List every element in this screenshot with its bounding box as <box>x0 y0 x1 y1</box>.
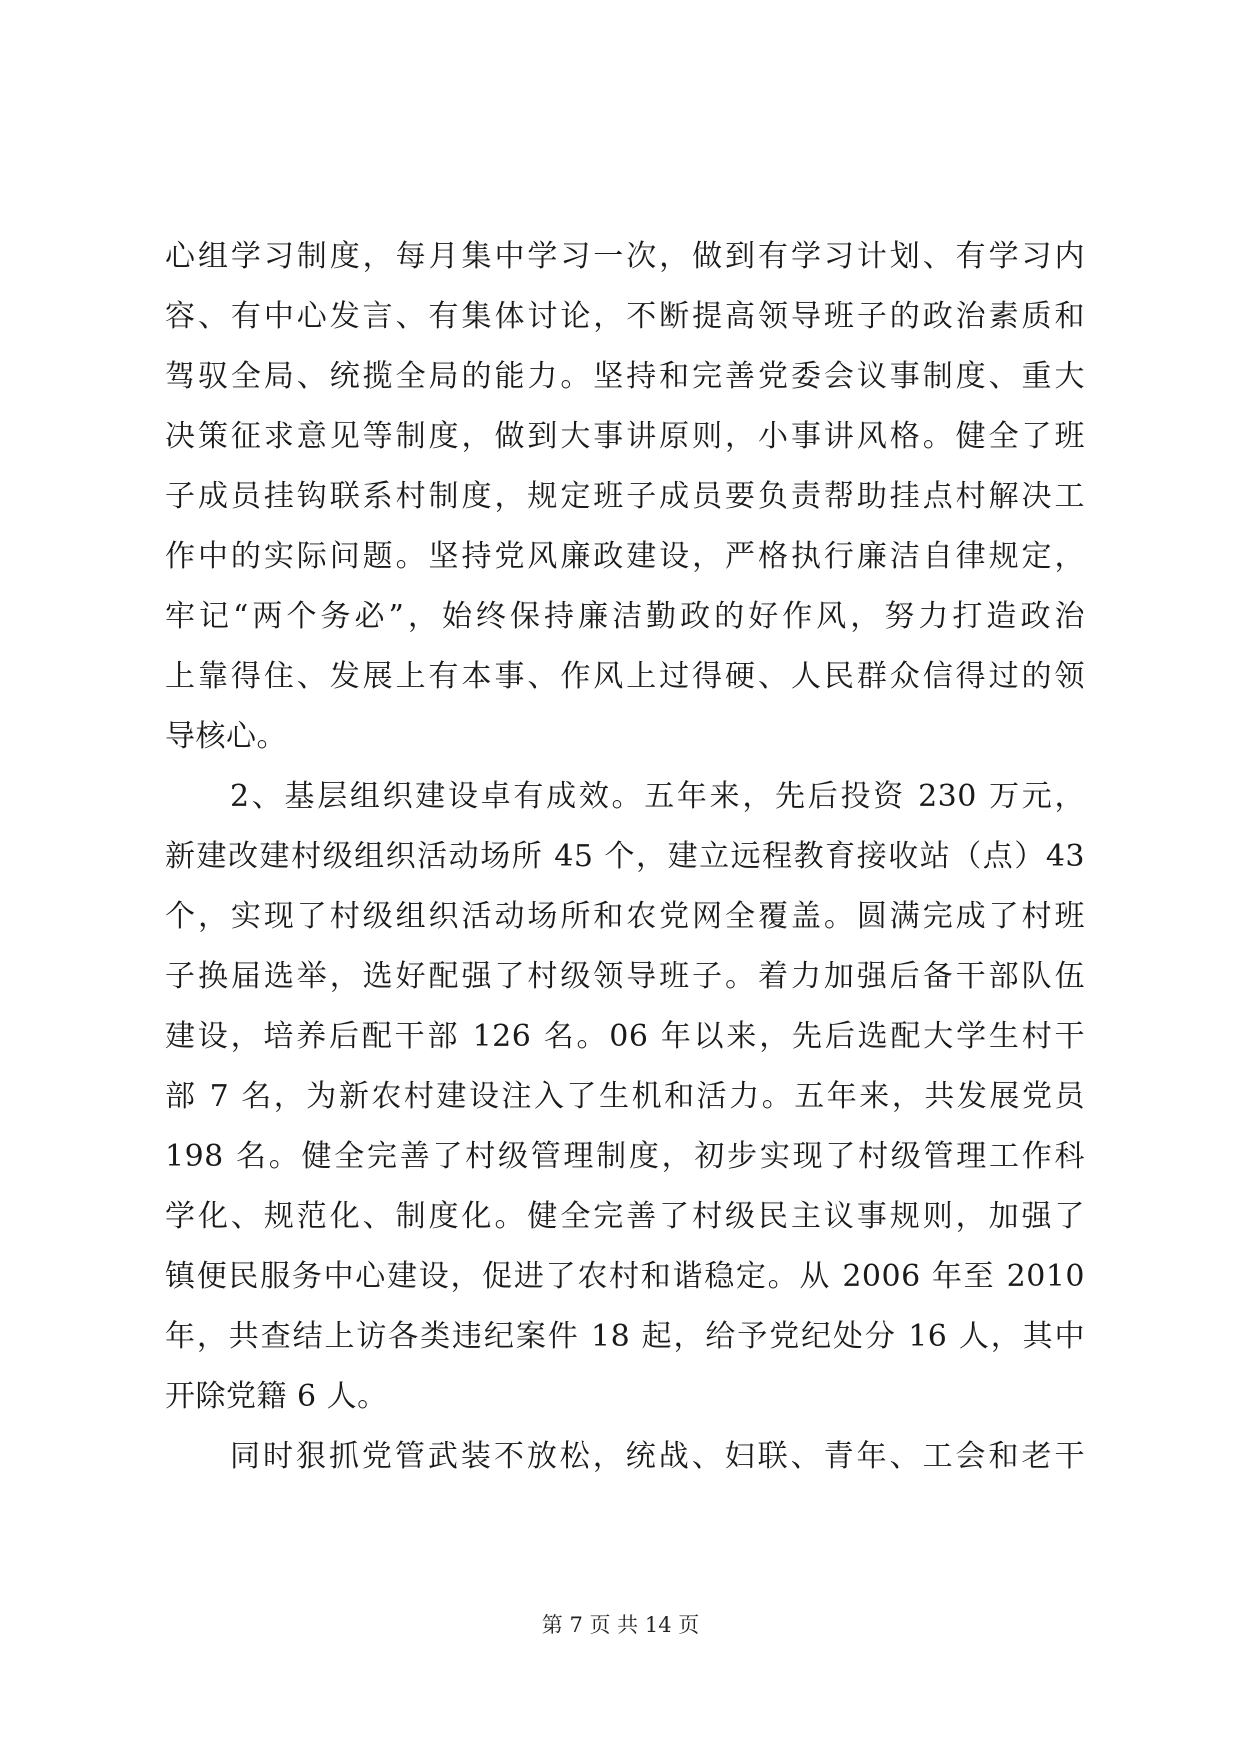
paragraph-first-line: 同时狠抓党管武装不放松，统战、妇联、青年、工会和老干 <box>230 1439 1085 1474</box>
body-text-line: 作中的实际问题。坚持党风廉政建设，严格执行廉洁自律规定， <box>165 539 1085 574</box>
body-text-line: 容、有中心发言、有集体讨论，不断提高领导班子的政治素质和 <box>165 299 1085 334</box>
body-text-line: 心组学习制度，每月集中学习一次，做到有学习计划、有学习内 <box>165 239 1085 274</box>
body-text-line: 个，实现了村级组织活动场所和农党网全覆盖。圆满完成了村班 <box>165 899 1085 934</box>
body-text-line: 镇便民服务中心建设，促进了农村和谐稳定。从 2006 年至 2010 <box>165 1259 1085 1294</box>
body-text-line: 建设，培养后配干部 126 名。06 年以来，先后选配大学生村干 <box>165 1019 1085 1054</box>
body-text-line: 牢记“两个务必”，始终保持廉洁勤政的好作风，努力打造政治 <box>165 599 1085 634</box>
body-text-line: 子换届选举，选好配强了村级领导班子。着力加强后备干部队伍 <box>165 959 1085 994</box>
body-text-line: 导核心。 <box>165 719 287 754</box>
body-text-line: 年，共查结上访各类违纪案件 18 起，给予党纪处分 16 人，其中 <box>165 1319 1085 1354</box>
body-text-line: 198 名。健全完善了村级管理制度，初步实现了村级管理工作科 <box>165 1139 1085 1174</box>
body-text-line: 部 7 名，为新农村建设注入了生机和活力。五年来，共发展党员 <box>165 1079 1085 1114</box>
paragraph-first-line: 2、基层组织建设卓有成效。五年来，先后投资 230 万元， <box>230 779 1085 814</box>
body-text-line: 学化、规范化、制度化。健全完善了村级民主议事规则，加强了 <box>165 1199 1085 1234</box>
body-text-line: 子成员挂钩联系村制度，规定班子成员要负责帮助挂点村解决工 <box>165 479 1085 514</box>
page-footer: 第 7 页 共 14 页 <box>541 1613 700 1637</box>
body-text-line: 决策征求意见等制度，做到大事讲原则，小事讲风格。健全了班 <box>165 419 1085 454</box>
body-text-line: 上靠得住、发展上有本事、作风上过得硬、人民群众信得过的领 <box>165 659 1085 694</box>
body-text-line: 开除党籍 6 人。 <box>165 1379 388 1414</box>
body-text-line: 新建改建村级组织活动场所 45 个，建立远程教育接收站（点）43 <box>165 839 1085 874</box>
body-text-line: 驾驭全局、统揽全局的能力。坚持和完善党委会议事制度、重大 <box>165 359 1085 394</box>
